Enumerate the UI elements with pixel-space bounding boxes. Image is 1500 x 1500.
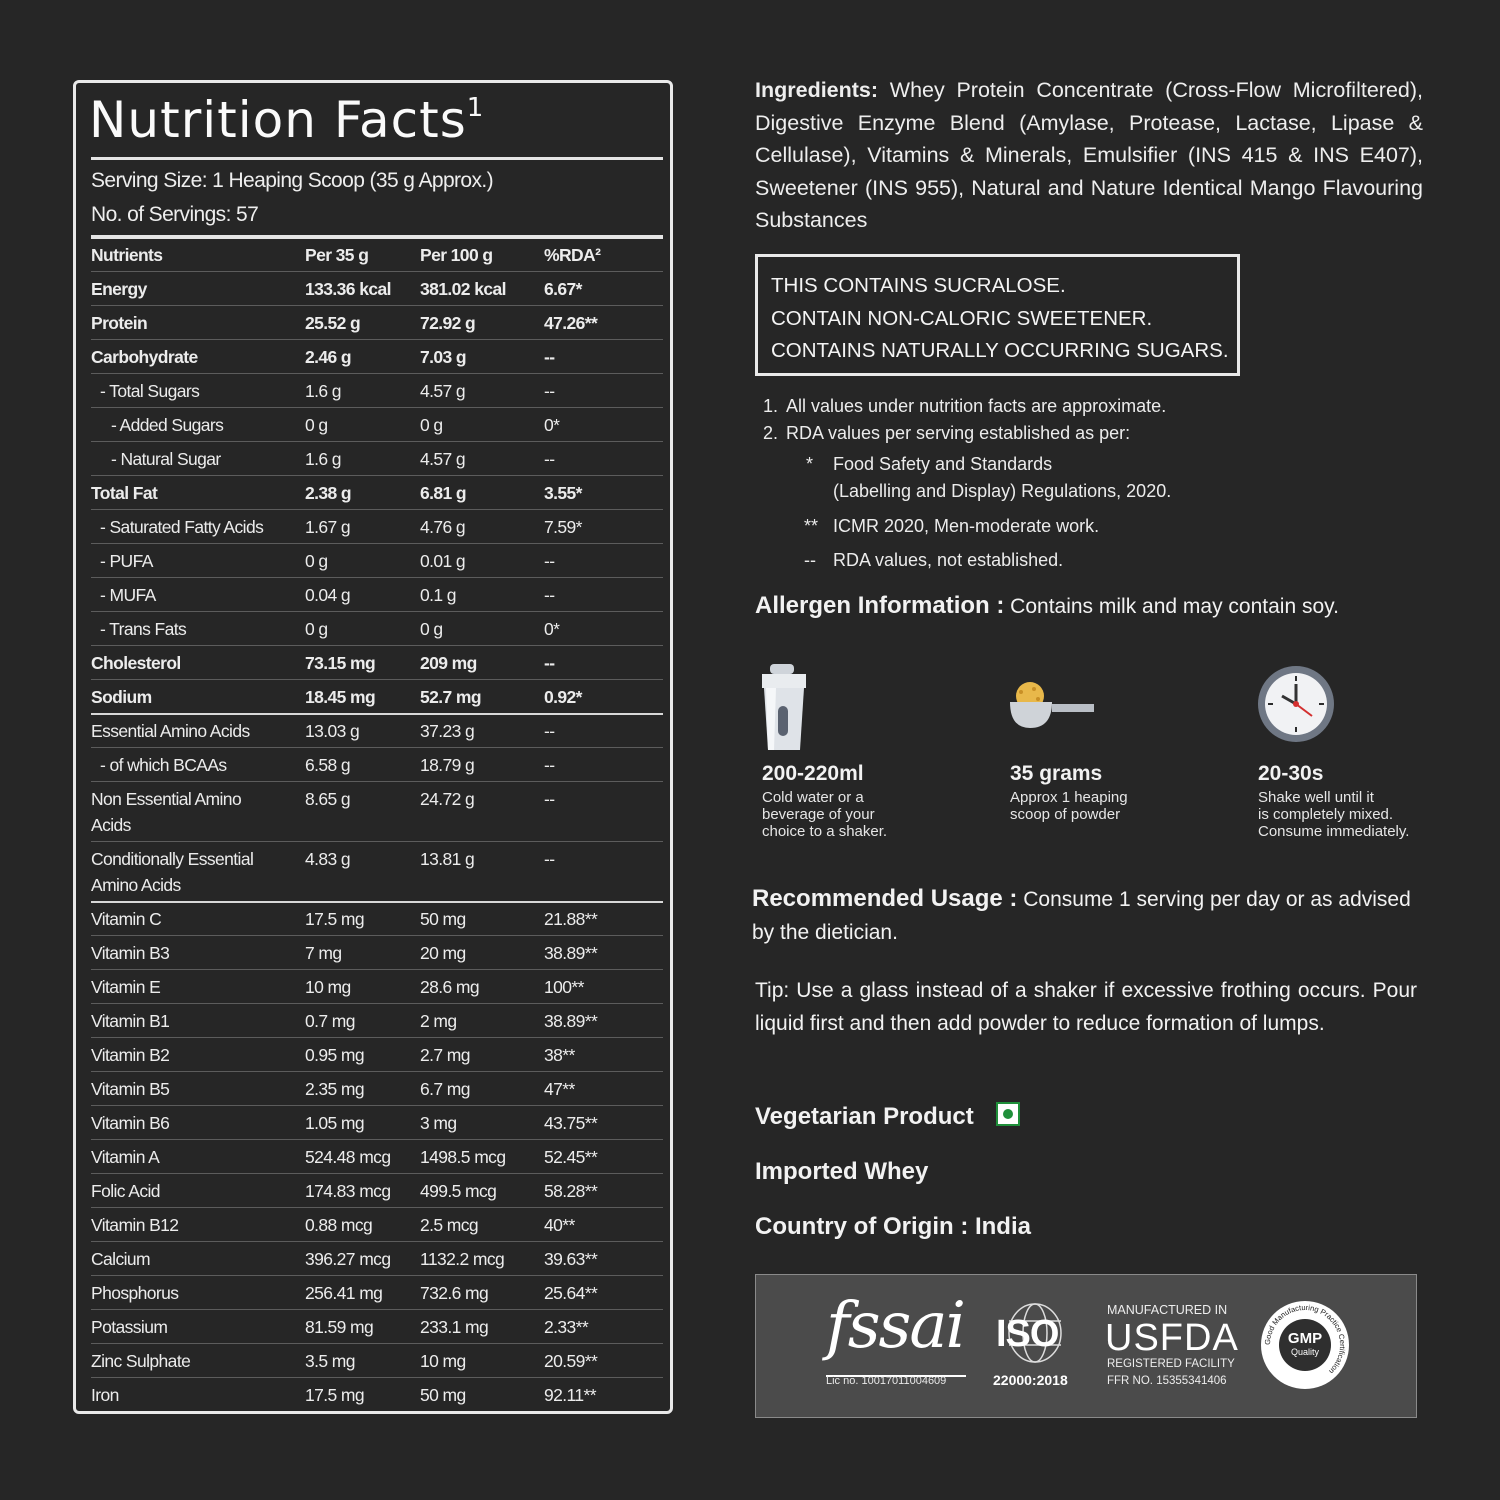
per-serving-value: 1.6 g [305,381,341,401]
rda-value: 58.28** [544,1181,598,1201]
sweetener-warning-box [755,254,1240,376]
nutrient-name: - Saturated Fatty Acids [100,517,264,537]
servings-count: No. of Servings: 57 [91,203,259,226]
nutrient-name: - PUFA [100,551,153,571]
per-serving-value: 1.05 mg [305,1113,365,1133]
usfda-registered: REGISTERED FACILITY [1107,1358,1235,1370]
usage-tip: Tip: Use a glass instead of a shaker if excessive frothing occurs. Pour liquid first and then add powder to reduce formation of lumps. [755,979,1417,1035]
row-divider [91,781,663,782]
allergen-info: Allergen Information : Contains milk and may contain soy. [755,592,1339,619]
veg-mark-icon [996,1102,1020,1126]
per-serving-value: 10 mg [305,977,351,997]
per-100g-value: 0 g [420,619,443,639]
per-serving-value: 1.67 g [305,517,351,537]
per-100g-value: 50 mg [420,909,466,929]
rda-value: -- [544,755,555,775]
warning-line: CONTAINS NATURALLY OCCURRING SUGARS. [771,339,1229,362]
per-100g-value: 52.7 mg [420,687,481,707]
row-divider [91,441,663,442]
fssai-license: Lic no. 10017011004609 [826,1375,947,1387]
per-100g-value: 381.02 kcal [420,279,506,299]
row-divider [91,1207,663,1208]
row-divider [91,935,663,936]
gmp-quality: Quality [1290,1347,1319,1357]
row-divider [91,1275,663,1276]
row-divider [91,1173,663,1174]
per-serving-value: 3.5 mg [305,1351,355,1371]
row-divider [91,1003,663,1004]
rda-value: 38.89** [544,943,598,963]
row-divider [91,611,663,612]
per-serving-value: 17.5 mg [305,909,365,929]
nutrient-name: Vitamin B12 [91,1215,179,1235]
iso-logo: ISO [996,1313,1059,1355]
per-100g-value: 2.5 mcg [420,1215,479,1235]
nutrient-name: Iron [91,1385,119,1405]
row-divider [91,407,663,408]
footnote-icmr: ICMR 2020, Men-moderate work. [833,516,1100,536]
row-divider [91,475,663,476]
serving-size: Serving Size: 1 Heaping Scoop (35 g Approx.) [91,169,494,192]
usage-description: Shake well until it is completely mixed. Consume immediately. [1258,789,1410,840]
nutrient-name: - Added Sugars [111,415,224,435]
row-divider [91,543,663,544]
row-divider [91,1037,663,1038]
nutrient-name: Non Essential Amino Acids [91,789,242,835]
per-100g-value: 0.01 g [420,551,466,571]
per-serving-value: 0 g [305,415,328,435]
usfda-ffr: FFR NO. 15355341406 [1107,1375,1227,1387]
footnote-fssr: Food Safety and Standards [833,454,1053,474]
nutrient-name: - of which BCAAs [100,755,227,775]
per-100g-value: 24.72 g [420,789,475,809]
usage-item-scoop [1010,762,1128,823]
rda-value: 20.59** [544,1351,598,1371]
nutrient-name: Vitamin B1 [91,1011,170,1031]
per-100g-value: 233.1 mg [420,1317,489,1337]
nutrient-name: Cholesterol [91,653,181,673]
per-serving-value: 13.03 g [305,721,360,741]
vegetarian-label: Vegetarian Product [755,1102,1020,1131]
nutrient-name: Essential Amino Acids [91,721,250,741]
footnote-number: 2. [763,423,779,443]
rda-value: 47** [544,1079,575,1099]
per-100g-value: 0.1 g [420,585,456,605]
footnote-rda: RDA values, not established. [833,550,1064,570]
row-divider [91,339,663,340]
rda-value: 38** [544,1045,575,1065]
per-100g-value: 1132.2 mcg [420,1249,505,1269]
usfda-logo: USFDA [1105,1317,1239,1359]
rda-value: 40** [544,1215,575,1235]
per-100g-value: 4.57 g [420,381,466,401]
per-serving-value: 524.48 mcg [305,1147,391,1167]
per-100g-value: 18.79 g [420,755,475,775]
nutrient-name: Folic Acid [91,1181,160,1201]
serving-rule [91,235,663,239]
column-header: Per 35 g [305,245,369,265]
usage-title: 35 grams [1010,762,1103,785]
footnote-mark: ** [804,516,819,536]
rda-value: 52.45** [544,1147,598,1167]
scoop-icon [1008,680,1098,741]
rda-value: 47.26** [544,313,598,333]
per-serving-value: 81.59 mg [305,1317,374,1337]
per-serving-value: 25.52 g [305,313,361,333]
per-serving-value: 0 g [305,551,328,571]
nutrient-name: - Trans Fats [100,619,187,639]
per-serving-value: 2.46 g [305,347,352,367]
per-serving-value: 0.04 g [305,585,351,605]
per-100g-value: 10 mg [420,1351,466,1371]
row-divider [91,1071,663,1072]
rda-value: -- [544,721,555,741]
nutrient-name: Sodium [91,687,152,707]
footnote-1: All values under nutrition facts are approximate. [786,396,1167,416]
usage-description: Approx 1 heaping scoop of powder [1010,789,1128,823]
column-header: Nutrients [91,245,163,265]
rda-value: 38.89** [544,1011,598,1031]
per-serving-value: 174.83 mcg [305,1181,391,1201]
footnote-mark: * [806,454,814,474]
usage-item-water [762,762,887,840]
per-100g-value: 7.03 g [420,347,467,367]
title-rule [91,157,663,160]
per-100g-value: 20 mg [420,943,466,963]
nutrient-name: Total Fat [91,483,158,503]
rda-value: 21.88** [544,909,598,929]
row-divider [91,373,663,374]
ingredients-text: Ingredients: Whey Protein Concentrate (Cross-Flow Microfiltered), Digestive Enzyme Blend (Amylase, Protease, Lactase, Lipase & Cellulase), Vitamins & Minerals, Emulsifier (INS 415 & INS E407), Sweetener (INS 955), Natural and Nature Identical Mango Flavouring Substances [755,78,1423,232]
rda-value: -- [544,789,555,809]
per-serving-value: 1.6 g [305,449,341,469]
rda-value: 3.55* [544,483,582,503]
per-serving-value: 0.95 mg [305,1045,365,1065]
per-100g-value: 209 mg [420,653,477,673]
row-divider [91,713,663,715]
usage-item-time [1258,762,1409,840]
per-100g-value: 2.7 mg [420,1045,470,1065]
column-header: %RDA² [544,245,601,265]
row-divider [91,969,663,970]
row-divider [91,271,663,272]
fssai-logo: fssai [826,1289,964,1363]
rda-value: 2.33** [544,1317,589,1337]
row-divider [91,1139,663,1140]
imported-whey-label: Imported Whey [755,1158,929,1185]
nutrient-name: Vitamin E [91,977,161,997]
usage-title: 200-220ml [762,762,864,785]
per-100g-value: 0 g [420,415,443,435]
iso-standard: 22000:2018 [993,1372,1068,1388]
per-serving-value: 133.36 kcal [305,279,391,299]
nutrient-name: Energy [91,279,147,299]
rda-value: -- [544,653,555,673]
per-serving-value: 6.58 g [305,755,351,775]
per-serving-value: 7 mg [305,943,342,963]
nutrient-name: Conditionally Essential Amino Acids [91,849,254,895]
footnote-number: 1. [763,396,779,416]
rda-value: -- [544,551,555,571]
row-divider [91,509,663,510]
nutrient-name: Phosphorus [91,1283,179,1303]
row-divider [91,1105,663,1106]
nutrient-name: Vitamin A [91,1147,160,1167]
usfda-manufactured: MANUFACTURED IN [1107,1303,1228,1317]
rda-value: 25.64** [544,1283,598,1303]
per-100g-value: 2 mg [420,1011,457,1031]
rda-value: 0.92* [544,687,582,707]
per-100g-value: 13.81 g [420,849,475,869]
nutrient-name: Vitamin C [91,909,162,929]
per-100g-value: 499.5 mcg [420,1181,497,1201]
usage-description: Cold water or a beverage of your choice to a shaker. [762,789,888,840]
per-100g-value: 50 mg [420,1385,466,1405]
row-divider [91,1377,663,1378]
per-100g-value: 37.23 g [420,721,475,741]
per-serving-value: 256.41 mg [305,1283,383,1303]
nutrition-title: Nutrition Facts$^1$ [89,91,485,149]
per-serving-value: 8.65 g [305,789,351,809]
nutrient-name: - MUFA [100,585,156,605]
row-divider [91,577,663,578]
clock-icon [1256,664,1336,749]
rda-value: 6.67* [544,279,582,299]
rda-value: 92.11** [544,1385,596,1405]
per-100g-value: 28.6 mg [420,977,480,997]
per-serving-value: 0.7 mg [305,1011,355,1031]
rda-value: -- [544,347,555,367]
per-100g-value: 732.6 mg [420,1283,489,1303]
nutrient-name: Potassium [91,1317,168,1337]
per-serving-value: 2.38 g [305,483,352,503]
rda-value: 39.63** [544,1249,598,1269]
footnote-fssr-2: (Labelling and Display) Regulations, 2020. [833,481,1172,501]
per-serving-value: 73.15 mg [305,653,376,673]
footnote-2: RDA values per serving established as per: [786,423,1131,443]
rda-value: 0* [544,415,560,435]
per-serving-value: 18.45 mg [305,687,376,707]
gmp-badge [1261,1301,1349,1389]
per-serving-value: 396.27 mcg [305,1249,391,1269]
shaker-icon [758,662,814,759]
warning-line: THIS CONTAINS SUCRALOSE. [771,274,1066,297]
certifications-panel [755,1274,1417,1418]
nutrient-name: Vitamin B2 [91,1045,170,1065]
warning-line: CONTAIN NON-CALORIC SWEETENER. [771,306,1153,330]
recommended-usage: Recommended Usage : Consume 1 serving per day or as advised by the dietician. [752,885,1411,944]
per-100g-value: 1498.5 mcg [420,1147,506,1167]
rda-value: -- [544,381,555,401]
rda-value: 7.59* [544,517,582,537]
per-100g-value: 6.81 g [420,483,467,503]
row-divider [91,1241,663,1242]
rda-value: 43.75** [544,1113,598,1133]
row-divider [91,1343,663,1344]
rda-value: -- [544,585,555,605]
per-serving-value: 0.88 mcg [305,1215,373,1235]
country-of-origin: Country of Origin : India [755,1213,1031,1240]
row-divider [91,841,663,842]
rda-value: -- [544,849,555,869]
per-serving-value: 0 g [305,619,328,639]
nutrient-name: Zinc Sulphate [91,1351,191,1371]
nutrient-name: - Total Sugars [100,381,200,401]
per-100g-value: 4.76 g [420,517,466,537]
per-100g-value: 4.57 g [420,449,466,469]
nutrition-facts-panel [73,80,673,1414]
nutrient-name: Vitamin B3 [91,943,170,963]
row-divider [91,305,663,306]
rda-value: 0* [544,619,560,639]
row-divider [91,1309,663,1310]
row-divider [91,645,663,646]
nutrient-name: - Natural Sugar [111,449,221,469]
footnote-mark: -- [804,550,816,570]
per-100g-value: 72.92 g [420,313,476,333]
per-100g-value: 3 mg [420,1113,457,1133]
nutrient-name: Carbohydrate [91,347,198,367]
per-serving-value: 17.5 mg [305,1385,365,1405]
row-divider [91,679,663,680]
column-header: Per 100 g [420,245,493,265]
row-divider [91,747,663,748]
gmp-label: GMP [1287,1330,1323,1347]
rda-value: 100** [544,977,584,997]
per-100g-value: 6.7 mg [420,1079,470,1099]
nutrient-name: Vitamin B5 [91,1079,170,1099]
per-serving-value: 2.35 mg [305,1079,365,1099]
svg-text:Good Manufacturing Practice Ce: Good Manufacturing Practice Certification [1262,1302,1348,1376]
rda-value: -- [544,449,555,469]
nutrient-name: Protein [91,313,148,333]
per-serving-value: 4.83 g [305,849,351,869]
usage-title: 20-30s [1258,762,1324,785]
row-divider [91,901,663,903]
nutrient-name: Vitamin B6 [91,1113,170,1133]
nutrient-name: Calcium [91,1249,151,1269]
